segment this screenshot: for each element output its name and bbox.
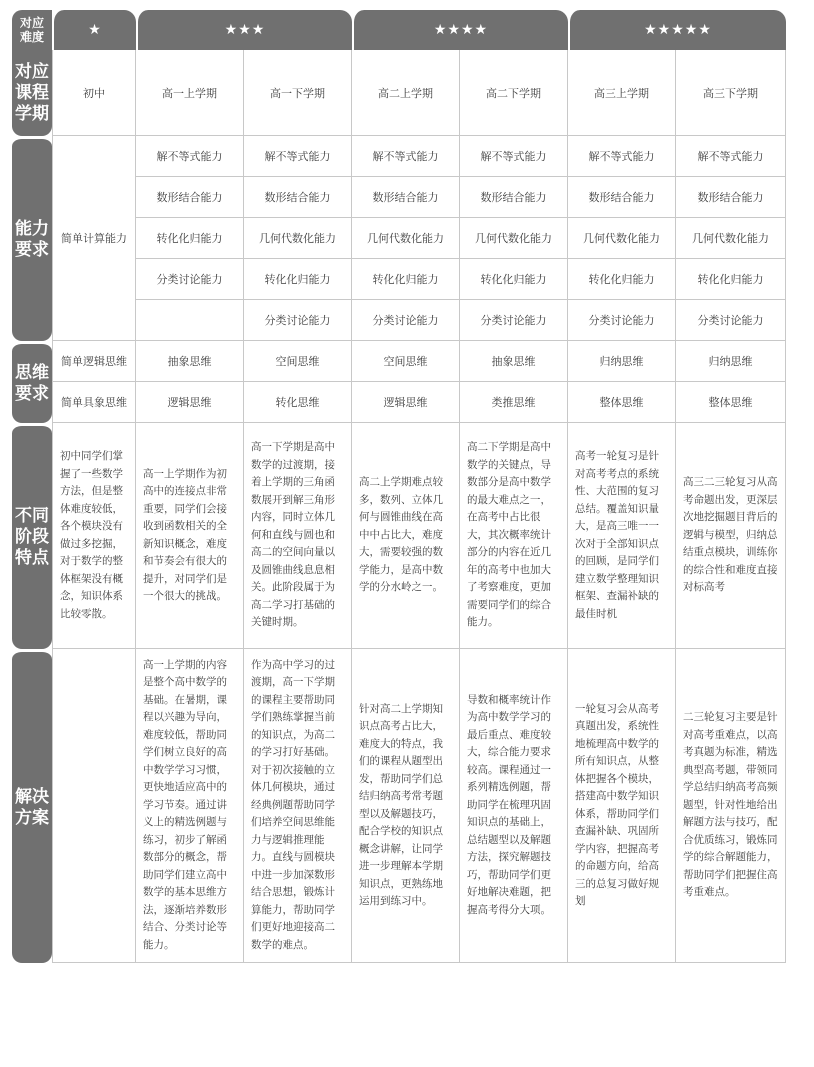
solution-description-cell: 二三轮复习主要是针对高考重难点，以高考真题为标准，精选典型高考题，带领同学总结归纳高考高频题型，针对性地给出解题方法与技巧，配合优质练习，锻炼同学的综合解题能力，帮助同学们把握住高考重难点。	[676, 649, 786, 963]
ability-cell: 数形结合能力	[352, 177, 460, 218]
ability-cell	[136, 300, 244, 341]
ability-cell: 数形结合能力	[460, 177, 568, 218]
star-icon: ★	[88, 22, 102, 38]
difficulty-stars-3	[136, 10, 352, 50]
course-difficulty-table	[12, 10, 786, 963]
ability-cell: 转化化归能力	[676, 259, 786, 300]
row-label-thinking	[12, 341, 52, 423]
thinking-cell: 抽象思维	[460, 341, 568, 382]
thinking-cell: 逻辑思维	[352, 382, 460, 423]
ability-cell: 转化化归能力	[244, 259, 352, 300]
solution-description-cell: 针对高二上学期知识点高考占比大，难度大的特点，我们的课程从题型出发，帮助同学们总结归纳高考常考题型以及解题技巧，配合学校的知识点概念讲解，让同学进一步理解本学期知识点，更熟练地运用到练习中。	[352, 649, 460, 963]
ability-cell: 解不等式能力	[676, 136, 786, 177]
ability-cell: 解不等式能力	[244, 136, 352, 177]
star-icon: ★★★★★	[644, 22, 712, 38]
semester-cell: 高二上学期	[352, 50, 460, 136]
ability-cell: 数形结合能力	[244, 177, 352, 218]
solution-description-cell: 导数和概率统计作为高中数学学习的最后重点、难度较大，综合能力要求较高。课程通过一系列精选例题，帮助同学在梳理巩固知识点的基础上，总结题型以及解题方法，探究解题技巧，帮助同学们更好地解决难题，把握高考得分大项。	[460, 649, 568, 963]
thinking-cell: 归纳思维	[568, 341, 676, 382]
difficulty-header-label: 对应难度	[19, 16, 44, 44]
row-label-thinking-text: 思维要求	[15, 362, 49, 404]
solution-description-cell: 高一上学期的内容是整个高中数学的基础。在暑期，课程以兴趣为导向，难度较低，帮助同学们树立良好的高中数学学习习惯，更快地适应高中的学习节奏。通过讲义上的精选例题与练习，初步了解函数部分的概念，帮助同学们建立高中数学的基本思维方法，逐渐培养数形结合、分类讨论等能力。	[136, 649, 244, 963]
ability-cell: 分类讨论能力	[244, 300, 352, 341]
ability-cell: 分类讨论能力	[136, 259, 244, 300]
ability-cell: 数形结合能力	[568, 177, 676, 218]
row-label-ability	[12, 136, 52, 341]
semester-cell: 初中	[52, 50, 136, 136]
thinking-cell: 空间思维	[244, 341, 352, 382]
ability-cell: 分类讨论能力	[676, 300, 786, 341]
thinking-cell: 逻辑思维	[136, 382, 244, 423]
thinking-cell: 整体思维	[568, 382, 676, 423]
row-label-semester-text: 对应课程学期	[15, 61, 49, 124]
difficulty-header	[12, 10, 52, 50]
thinking-cell: 转化思维	[244, 382, 352, 423]
row-label-ability-text: 能力要求	[15, 219, 49, 260]
difficulty-stars-4	[352, 10, 568, 50]
stage-description-cell: 初中同学们掌握了一些数学方法，但是整体难度较低，各个模块没有做过多挖掘，对于数学的整体框架没有概念，知识体系比较零散。	[52, 423, 136, 649]
stage-description-cell: 高三二三轮复习从高考命题出发，更深层次地挖掘题目背后的逻辑与模型，归纳总结重点模块，训练你的综合性和难度直接对标高考	[676, 423, 786, 649]
row-label-stage-text: 不同阶段特点	[15, 506, 49, 568]
ability-cell: 数形结合能力	[676, 177, 786, 218]
stage-description-cell: 高考一轮复习是针对高考考点的系统性、大范围的复习总结。覆盖知识量大，是高三唯一一次对于全部知识点的回顾，是同学们建立数学整理知识框架、查漏补缺的最佳时机	[568, 423, 676, 649]
thinking-cell: 简单具象思维	[52, 382, 136, 423]
ability-cell: 解不等式能力	[136, 136, 244, 177]
ability-cell: 几何代数化能力	[244, 218, 352, 259]
semester-cell: 高一上学期	[136, 50, 244, 136]
stage-description-cell: 高二下学期是高中数学的关键点，导数部分是高中数学的最大难点之一，在高考中占比很大，其次概率统计部分的内容在近几年的高考中也加大了考察难度，更加需要同学们的综合能力。	[460, 423, 568, 649]
thinking-cell: 简单逻辑思维	[52, 341, 136, 382]
stage-description-cell: 高一上学期作为初高中的连接点非常重要，同学们会接收到函数相关的全新知识概念，难度和节奏会有很大的提升，对同学们是一个很大的挑战。	[136, 423, 244, 649]
stage-description-cell: 高二上学期难点较多，数列、立体几何与圆锥曲线在高中中占比大，难度大，需要较强的数学能力，是高中数学的分水岭之一。	[352, 423, 460, 649]
ability-cell: 分类讨论能力	[460, 300, 568, 341]
ability-cell: 解不等式能力	[568, 136, 676, 177]
thinking-cell: 空间思维	[352, 341, 460, 382]
row-label-solution-text: 解决方案	[15, 786, 49, 828]
difficulty-stars-5	[568, 10, 786, 50]
stage-description-cell: 高一下学期是高中数学的过渡期，接着上学期的三角函数展开到解三角形内容，同时立体几何和直线与圆也和高二的空间向量以及圆锥曲线息息相关。此阶段属于为高二学习打基础的关键时期。	[244, 423, 352, 649]
star-icon: ★★★	[224, 22, 266, 38]
solution-description-cell: 一轮复习会从高考真题出发，系统性地梳理高中数学的所有知识点，从整体把握各个模块，搭建高中数学知识体系，帮助同学们查漏补缺、巩固所学内容，把握高考的命题方向，给高三的总复习做好规划	[568, 649, 676, 963]
ability-cell: 转化化归能力	[136, 218, 244, 259]
ability-cell: 几何代数化能力	[460, 218, 568, 259]
ability-cell: 几何代数化能力	[676, 218, 786, 259]
ability-cell: 几何代数化能力	[568, 218, 676, 259]
semester-cell: 高一下学期	[244, 50, 352, 136]
row-label-solution	[12, 649, 52, 963]
ability-cell: 解不等式能力	[460, 136, 568, 177]
ability-cell: 分类讨论能力	[568, 300, 676, 341]
thinking-cell: 类推思维	[460, 382, 568, 423]
difficulty-stars-1	[52, 10, 136, 50]
course-table-wrapper	[12, 10, 786, 963]
star-icon: ★★★★	[433, 22, 489, 38]
ability-cell: 转化化归能力	[460, 259, 568, 300]
ability-cell: 几何代数化能力	[352, 218, 460, 259]
semester-cell: 高三上学期	[568, 50, 676, 136]
ability-cell: 转化化归能力	[352, 259, 460, 300]
row-label-stage	[12, 423, 52, 649]
ability-cell: 解不等式能力	[352, 136, 460, 177]
ability-cell: 转化化归能力	[568, 259, 676, 300]
row-label-semester	[12, 50, 52, 136]
ability-cell: 分类讨论能力	[352, 300, 460, 341]
thinking-cell: 归纳思维	[676, 341, 786, 382]
thinking-cell: 抽象思维	[136, 341, 244, 382]
semester-cell: 高三下学期	[676, 50, 786, 136]
solution-description-cell	[52, 649, 136, 963]
solution-description-cell: 作为高中学习的过渡期，高一下学期的课程主要帮助同学们熟练掌握当前的知识点，为高二的学习打好基础。对于初次接触的立体几何模块，通过经典例题帮助同学们培养空间思维能力与逻辑推理能力。直线与圆模块中进一步加深数形结合思想，锻炼计算能力，帮助同学们更好地迎接高二数学的难点。	[244, 649, 352, 963]
semester-cell: 高二下学期	[460, 50, 568, 136]
thinking-cell: 整体思维	[676, 382, 786, 423]
ability-junior-cell: 简单计算能力	[52, 136, 136, 341]
ability-cell: 数形结合能力	[136, 177, 244, 218]
